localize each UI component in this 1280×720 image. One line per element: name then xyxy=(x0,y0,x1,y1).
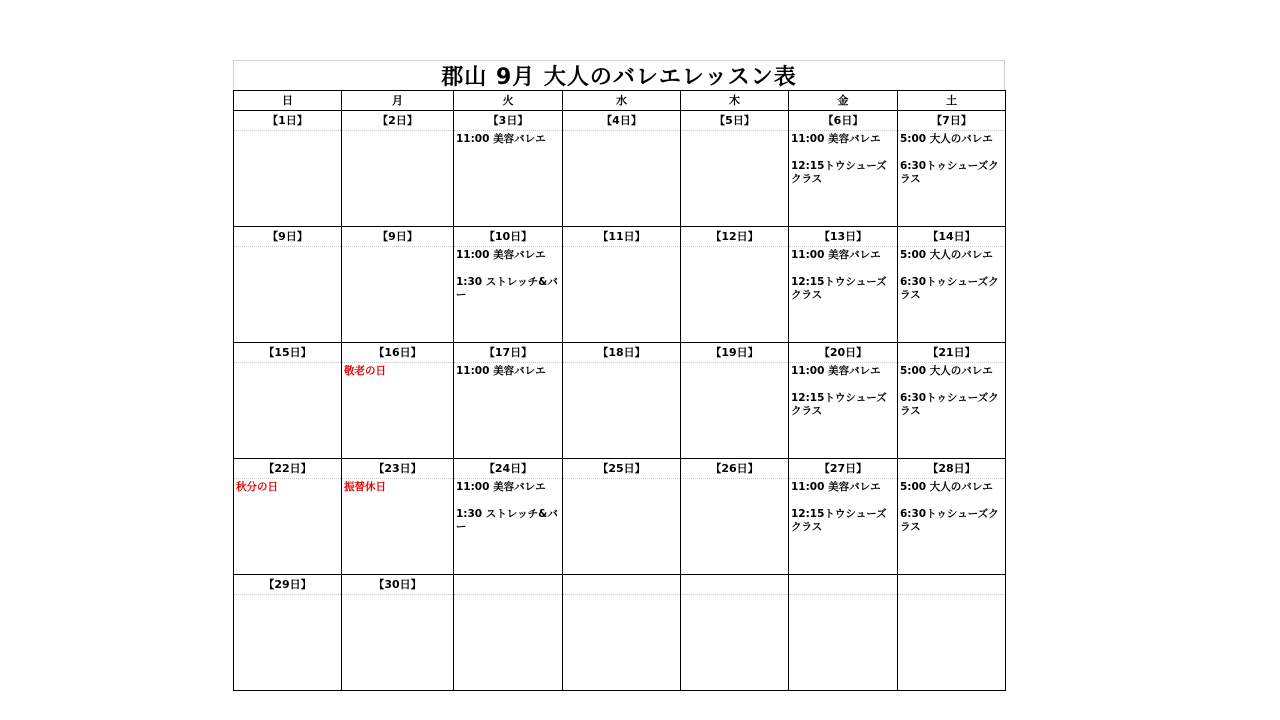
day-cell[interactable] xyxy=(342,459,454,575)
day-cell[interactable] xyxy=(342,111,454,227)
week-row xyxy=(234,575,1006,691)
weekday-wed: 水 xyxy=(563,91,681,111)
day-body xyxy=(342,131,453,133)
day-body xyxy=(234,363,341,365)
day-cell[interactable] xyxy=(342,227,454,343)
day-body xyxy=(789,131,897,186)
day-body xyxy=(342,363,453,378)
weekday-sun: 日 xyxy=(234,91,342,111)
day-cell[interactable] xyxy=(234,575,342,691)
lesson-entry: 12:15トウシューズクラス xyxy=(791,508,887,533)
day-body xyxy=(234,595,341,597)
day-date-label: 【28日】 xyxy=(898,459,1005,479)
lesson-entry: 5:00 大人のバレエ xyxy=(900,133,993,145)
day-date-label: 【3日】 xyxy=(454,111,562,131)
lesson-entry: 5:00 大人のバレエ xyxy=(900,365,993,377)
day-cell[interactable] xyxy=(342,343,454,459)
day-cell[interactable] xyxy=(454,459,563,575)
day-cell[interactable] xyxy=(234,227,342,343)
day-date-label: 【9日】 xyxy=(342,227,453,247)
day-date-label: 【27日】 xyxy=(789,459,897,479)
day-cell[interactable] xyxy=(563,459,681,575)
lesson-entry: 5:00 大人のバレエ xyxy=(900,249,993,261)
day-cell[interactable] xyxy=(789,343,898,459)
day-cell[interactable] xyxy=(563,575,681,691)
day-date-label: 【16日】 xyxy=(342,343,453,363)
calendar-table xyxy=(233,90,1006,691)
day-cell[interactable] xyxy=(563,111,681,227)
week-row xyxy=(234,459,1006,575)
day-date-label xyxy=(563,575,680,595)
day-body xyxy=(563,595,680,597)
week-row xyxy=(234,111,1006,227)
day-cell[interactable] xyxy=(563,227,681,343)
day-cell[interactable] xyxy=(234,111,342,227)
day-body xyxy=(563,363,680,365)
lesson-entry: 12:15トウシューズクラス xyxy=(791,160,887,185)
day-date-label: 【4日】 xyxy=(563,111,680,131)
day-body xyxy=(681,131,788,133)
day-body xyxy=(342,479,453,494)
day-cell[interactable] xyxy=(681,343,789,459)
day-cell[interactable] xyxy=(681,575,789,691)
holiday-label: 敬老の日 xyxy=(344,365,386,377)
lesson-entry: 6:30トゥシューズクラス xyxy=(900,160,999,185)
day-cell[interactable] xyxy=(342,575,454,691)
lesson-entry: 6:30トゥシューズクラス xyxy=(900,392,999,417)
day-date-label: 【21日】 xyxy=(898,343,1005,363)
lesson-entry: 11:00 美容バレエ xyxy=(456,365,546,377)
weekday-header-row xyxy=(234,91,1006,111)
day-date-label: 【26日】 xyxy=(681,459,788,479)
lesson-entry: 11:00 美容バレエ xyxy=(456,133,546,145)
day-body xyxy=(454,595,562,597)
lesson-entry: 12:15トウシューズクラス xyxy=(791,276,887,301)
day-cell[interactable] xyxy=(898,111,1006,227)
day-cell[interactable] xyxy=(454,111,563,227)
weekday-thu: 木 xyxy=(681,91,789,111)
day-date-label: 【2日】 xyxy=(342,111,453,131)
weekday-tue: 火 xyxy=(454,91,563,111)
day-cell[interactable] xyxy=(454,227,563,343)
lesson-entry: 6:30トゥシューズクラス xyxy=(900,276,999,301)
day-body xyxy=(898,595,1005,597)
day-date-label: 【30日】 xyxy=(342,575,453,595)
day-cell[interactable] xyxy=(234,343,342,459)
day-date-label: 【9日】 xyxy=(234,227,341,247)
page-title: 郡山 9月 大人のバレエレッスン表 xyxy=(441,65,797,90)
day-body xyxy=(898,479,1005,534)
day-date-label: 【13日】 xyxy=(789,227,897,247)
day-body xyxy=(681,363,788,365)
lesson-entry: 11:00 美容バレエ xyxy=(791,133,881,145)
day-body xyxy=(898,247,1005,302)
lesson-entry: 6:30トゥシューズクラス xyxy=(900,508,999,533)
lesson-entry: 5:00 大人のバレエ xyxy=(900,481,993,493)
day-cell[interactable] xyxy=(898,459,1006,575)
day-date-label xyxy=(898,575,1005,595)
day-date-label: 【29日】 xyxy=(234,575,341,595)
lesson-entry: 11:00 美容バレエ xyxy=(791,249,881,261)
day-date-label: 【24日】 xyxy=(454,459,562,479)
day-body xyxy=(563,131,680,133)
day-date-label: 【5日】 xyxy=(681,111,788,131)
week-row xyxy=(234,227,1006,343)
day-body xyxy=(898,363,1005,418)
day-date-label: 【25日】 xyxy=(563,459,680,479)
day-date-label: 【7日】 xyxy=(898,111,1005,131)
day-body xyxy=(789,363,897,418)
day-date-label: 【1日】 xyxy=(234,111,341,131)
day-cell[interactable] xyxy=(789,227,898,343)
day-date-label: 【6日】 xyxy=(789,111,897,131)
day-date-label: 【18日】 xyxy=(563,343,680,363)
weekday-fri: 金 xyxy=(789,91,898,111)
day-cell[interactable] xyxy=(454,575,563,691)
day-cell[interactable] xyxy=(789,575,898,691)
day-body xyxy=(454,363,562,378)
day-cell[interactable] xyxy=(681,111,789,227)
day-body xyxy=(234,479,341,494)
day-body xyxy=(898,131,1005,186)
lesson-entry: 1:30 ストレッチ&バー xyxy=(456,276,558,301)
day-body xyxy=(342,595,453,597)
day-body xyxy=(454,479,562,534)
day-body xyxy=(234,131,341,133)
day-cell[interactable] xyxy=(454,343,563,459)
day-cell[interactable] xyxy=(681,227,789,343)
day-cell[interactable] xyxy=(681,459,789,575)
day-date-label: 【15日】 xyxy=(234,343,341,363)
lesson-entry: 11:00 美容バレエ xyxy=(456,481,546,493)
day-body xyxy=(681,479,788,481)
day-date-label: 【11日】 xyxy=(563,227,680,247)
day-cell[interactable] xyxy=(898,227,1006,343)
day-date-label: 【23日】 xyxy=(342,459,453,479)
day-cell[interactable] xyxy=(563,343,681,459)
day-cell[interactable] xyxy=(898,343,1006,459)
lesson-entry: 11:00 美容バレエ xyxy=(456,249,546,261)
day-body xyxy=(234,247,341,249)
day-date-label xyxy=(789,575,897,595)
day-date-label: 【19日】 xyxy=(681,343,788,363)
day-date-label: 【12日】 xyxy=(681,227,788,247)
day-body xyxy=(454,247,562,302)
weekday-sat: 土 xyxy=(898,91,1006,111)
title-row xyxy=(233,60,1005,90)
day-date-label: 【17日】 xyxy=(454,343,562,363)
day-body xyxy=(563,247,680,249)
day-body xyxy=(789,595,897,597)
weeks-body xyxy=(234,111,1006,691)
day-body xyxy=(789,479,897,534)
day-cell[interactable] xyxy=(789,111,898,227)
day-body xyxy=(563,479,680,481)
day-cell[interactable] xyxy=(898,575,1006,691)
day-cell[interactable] xyxy=(234,459,342,575)
day-date-label: 【14日】 xyxy=(898,227,1005,247)
day-body xyxy=(342,247,453,249)
day-body xyxy=(454,131,562,146)
day-body xyxy=(681,595,788,597)
lesson-entry: 12:15トウシューズクラス xyxy=(791,392,887,417)
day-date-label xyxy=(681,575,788,595)
lesson-entry: 1:30 ストレッチ&バー xyxy=(456,508,558,533)
lesson-entry: 11:00 美容バレエ xyxy=(791,481,881,493)
day-body xyxy=(681,247,788,249)
week-row xyxy=(234,343,1006,459)
day-date-label: 【22日】 xyxy=(234,459,341,479)
lesson-entry: 11:00 美容バレエ xyxy=(791,365,881,377)
day-date-label xyxy=(454,575,562,595)
day-date-label: 【10日】 xyxy=(454,227,562,247)
weekday-mon: 月 xyxy=(342,91,454,111)
schedule-sheet xyxy=(233,60,1005,691)
day-date-label: 【20日】 xyxy=(789,343,897,363)
day-body xyxy=(789,247,897,302)
holiday-label: 振替休日 xyxy=(344,481,386,493)
day-cell[interactable] xyxy=(789,459,898,575)
holiday-label: 秋分の日 xyxy=(236,481,278,493)
